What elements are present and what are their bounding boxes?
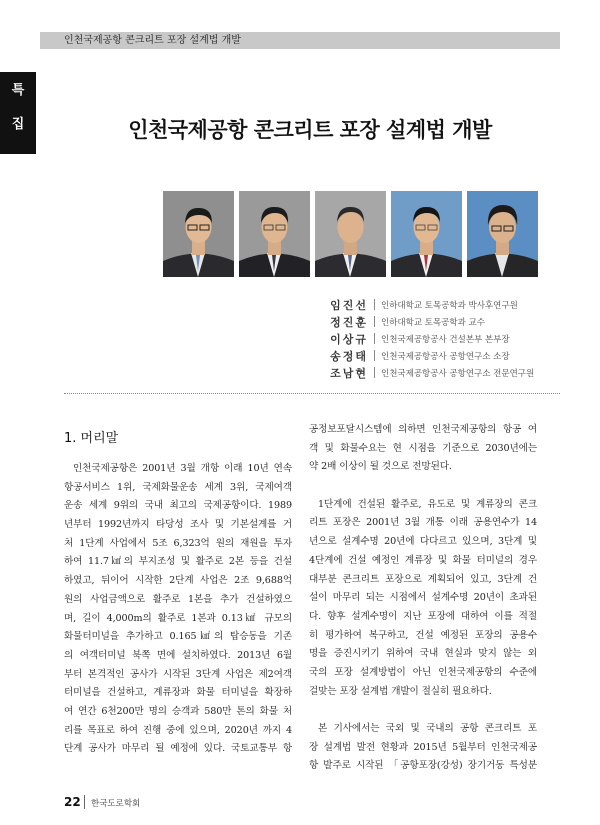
body-line: 리를 목표로 하여 진행 중에 있으며, 2020년 까지 4 <box>64 724 292 736</box>
running-title: 인천국제공항 콘크리트 포장 설계법 개발 <box>64 35 241 46</box>
body-line: 여 연간 6천200만 명의 승객과 580만 톤의 화물 처 <box>64 705 292 717</box>
author-divider <box>374 333 375 344</box>
author-divider <box>374 316 375 327</box>
author-photo <box>391 191 462 277</box>
author-photo <box>315 191 386 277</box>
author-affiliation: 인하대학교 토목공학과 박사후연구원 <box>381 300 518 311</box>
author-photo <box>163 191 234 277</box>
author-affiliation: 인천국제공항공사 공항연구소 소장 <box>381 351 510 362</box>
body-line: 의 여객터미널 북쪽 면에 설치하였다. 2013년 6월 <box>64 649 292 661</box>
body-line: 공정보포달시스템에 의하면 인천국제공항의 항공 여 <box>309 424 537 435</box>
body-line: 명을 증진시키기 위하여 국내 현실과 맞지 않는 외 <box>309 648 537 660</box>
body-line: 설이 마무리 되는 시점에서 설계수명 20년이 초과된 <box>309 592 537 604</box>
side-tab-char: 특 <box>11 83 25 98</box>
author-entry <box>310 313 534 330</box>
body-line: 걸맞는 포장 설계법 개발이 절실히 필요하다. <box>309 685 492 697</box>
body-line: 4단계에 건설 예정인 계류장 및 화물 터미널의 경우 <box>309 554 537 566</box>
author-divider <box>374 367 375 378</box>
body-line: 하여 11.7㎢의 부지조성 및 활주로 2본 등을 건설 <box>64 556 292 568</box>
body-line: 인천국제공항은 2001년 3월 개항 이래 10년 연속 <box>73 463 292 474</box>
body-line: 단계 공사가 마무리 될 예정에 있다. 국토교통부 항 <box>64 743 292 755</box>
publication-name: 한국도로학회 <box>91 799 141 809</box>
body-line: 히 평가하여 복구하고, 건설 예정된 포장의 공용수 <box>309 629 537 641</box>
body-line: 국의 포장 설계방법이 아닌 인천국제공항의 수준에 <box>309 666 537 678</box>
author-affiliation: 인천국제공항공사 건설본부 본부장 <box>381 334 510 345</box>
body-line: 다. 향후 설계수명이 지난 포장에 대하여 이를 적절 <box>309 610 537 622</box>
side-tab-char: 집 <box>11 117 25 132</box>
article-title: 인천국제공항 콘크리트 포장 설계법 개발 <box>128 118 492 142</box>
body-line: 객 및 화물수요는 현 시점을 기준으로 2030년에는 <box>309 442 537 454</box>
body-line: 년으로 설계수명 20년에 다다르고 있으며, 3단계 및 <box>309 536 537 548</box>
author-entry <box>310 296 534 313</box>
author-list <box>310 296 534 381</box>
body-line: 항공서비스 1위, 국제화물운송 세계 3위, 국제여객 <box>64 481 292 493</box>
body-line: 운송 세계 9위의 국내 최고의 국제공항이다. 1989 <box>64 500 292 512</box>
body-column-left <box>64 460 292 759</box>
author-photo <box>239 191 310 277</box>
body-line: 년부터 1992년까지 타당성 조사 및 기본설계를 거 <box>64 519 292 531</box>
author-entry <box>310 364 534 381</box>
side-tab <box>0 72 36 154</box>
body-line: 화물터미널을 추가하고 0.165㎢의 탑승동을 기존 <box>64 631 292 643</box>
author-name: 이상규 <box>330 332 368 346</box>
author-photo <box>467 191 538 277</box>
author-name: 정진훈 <box>330 315 368 329</box>
author-name: 조남현 <box>330 366 368 380</box>
body-line: 며, 길이 4,000m의 활주로 1본과 0.13㎢ 규모의 <box>64 612 292 624</box>
author-entry <box>310 330 534 347</box>
body-line: 장 설계법 발전 현황과 2015년 5월부터 인천국제공 <box>309 741 537 753</box>
footer-divider <box>84 795 85 809</box>
author-affiliation: 인천국제공항공사 공항연구소 전문연구원 <box>381 368 535 379</box>
body-line: 1단계에 건설된 활주로, 유도로 및 계류장의 콘크 <box>318 498 537 510</box>
section-heading: 1. 머리말 <box>64 431 119 446</box>
author-divider <box>374 350 375 361</box>
body-line: 터미널을 건설하고, 계류장과 화물 터미널을 확장하 <box>64 687 292 699</box>
author-divider <box>374 299 375 310</box>
body-line: 항 발주로 시작된 「공항포장(강성) 장기거동 특성분 <box>309 760 537 772</box>
author-name: 임진선 <box>330 298 368 312</box>
body-line: 처 1단계 사업에서 5조 6,323억 원의 재원을 투자 <box>64 537 292 549</box>
body-line: 리트 포장은 2001년 3월 개통 이래 공용연수가 14 <box>309 517 537 529</box>
body-line: 대부분 콘크리트 포장으로 계획되어 있고, 3단계 건 <box>309 573 537 585</box>
body-line: 부터 본격적인 공사가 시작된 3단계 사업은 제2여객 <box>64 668 292 680</box>
body-line: 본 기사에서는 국외 및 국내의 공항 콘크리트 포 <box>318 723 537 734</box>
body-line: 약 2배 이상이 될 것으로 전망된다. <box>309 461 452 473</box>
dotted-divider <box>64 393 560 394</box>
author-affiliation: 인하대학교 토목공학과 교수 <box>381 317 485 328</box>
page-number: 22 <box>64 795 81 809</box>
author-name: 송정태 <box>330 349 368 363</box>
body-line: 원의 사업금액으로 활주로 1본을 추가 건설하였으 <box>64 593 292 605</box>
author-entry <box>310 347 534 364</box>
body-column-right <box>309 421 537 776</box>
body-line: 하였고, 뒤이어 시작한 2단계 사업은 2조 9,688억 <box>64 575 292 587</box>
